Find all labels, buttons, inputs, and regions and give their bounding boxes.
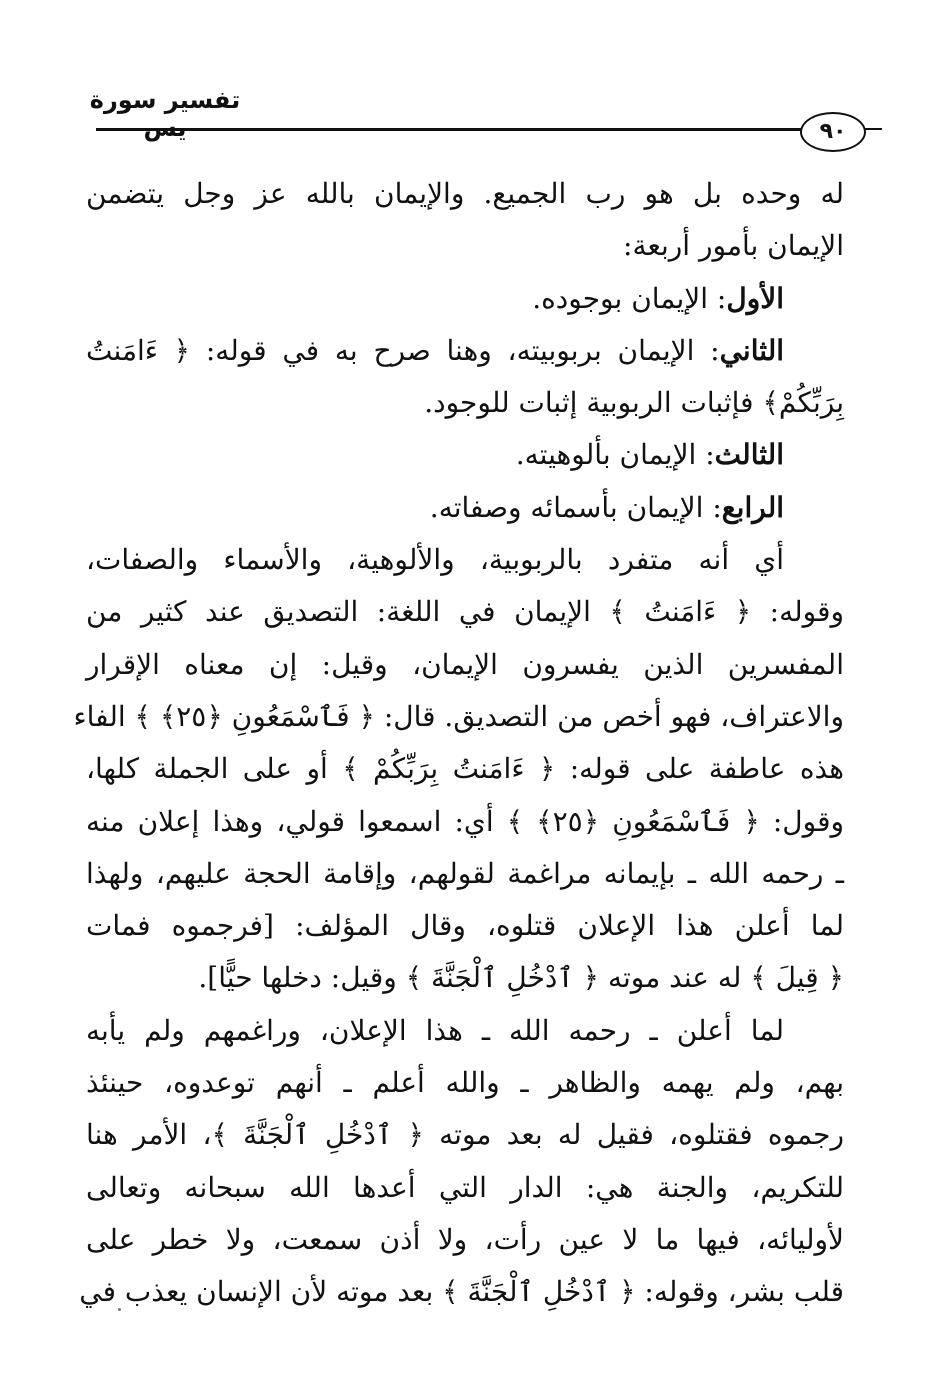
text-line [86, 586, 844, 638]
running-header-title: تفسير سورة يس [89, 86, 241, 142]
text-line [86, 639, 844, 691]
text-line [86, 1005, 844, 1057]
section-keyword: الثاني [719, 333, 785, 367]
section-keyword: الرابع [721, 490, 784, 524]
line-text: له وحده بل هو رب الجميع. والإيمان بالله عز وجل يتضمن [86, 177, 845, 210]
line-text: هذه عاطفة على قوله: ﴿ ءَامَنتُ بِرَبِّكُمْ ﴾ أو على الجملة كلها، [86, 752, 844, 786]
text-line [86, 168, 844, 220]
line-text: : الإيمان بوجوده. [532, 281, 727, 315]
text-line [86, 273, 844, 325]
text-line [86, 325, 844, 377]
body-text [73, 168, 845, 1319]
line-text: لما أعلن ـ رحمه الله ـ هذا الإعلان، وراغمهم ولم يأبه [86, 1013, 784, 1047]
line-text: وقوله: ﴿ ءَامَنتُ ﴾ الإيمان في اللغة: التصديق عند كثير من [86, 595, 844, 629]
text-line [79, 1266, 844, 1318]
line-text: المفسرين الذين يفسرون الإيمان، وقيل: إن معناه الإقرار [86, 647, 844, 681]
text-line [86, 743, 844, 795]
text-line [86, 848, 844, 900]
text-line [86, 1214, 844, 1266]
line-text: وقول: ﴿ فَٱسْمَعُونِ ﴿٢٥﴾ ﴾ أي: اسمعوا قولي، وهذا إعلان منه [86, 804, 844, 838]
header-rule [96, 128, 802, 131]
text-line [86, 1057, 844, 1109]
line-text: ـ رحمه الله ـ بإيمانه مراغمة لقولهم، وإقامة الحجة عليهم، ولهذا [86, 856, 844, 890]
line-text: بهم، ولم يهمه والظاهر ـ والله أعلم ـ أنهم توعدوه، حينئذ [86, 1066, 844, 1100]
line-text: والاعتراف، فهو أخص من التصديق. قال: ﴿ فَٱسْمَعُونِ ﴿٢٥﴾ ﴾ الفاء [73, 699, 844, 733]
line-text: : الإيمان بربوبيته، وهنا صرح به في قوله: ﴿ ءَامَنتُ [86, 333, 720, 367]
text-line [86, 952, 844, 1004]
text-line [86, 482, 844, 534]
page-number: ٩٠ [800, 112, 866, 152]
line-text: رجموه فقتلوه، فقيل له بعد موته ﴿ ٱدْخُلِ ٱلْجَنَّةَ ﴾، الأمر هنا [86, 1118, 844, 1152]
text-line [86, 796, 844, 848]
line-text: الإيمان بأمور أربعة: [623, 229, 844, 263]
section-keyword: الثالث [714, 438, 784, 472]
text-line [86, 220, 844, 272]
line-text: : الإيمان بأسمائه وصفاته. [429, 490, 722, 524]
text-line [86, 1109, 844, 1161]
line-text: بِرَبِّكُمْ﴾ فإثبات الربوبية إثبات للوجود. [424, 386, 844, 420]
line-text: : الإيمان بألوهيته. [515, 438, 715, 472]
text-line [86, 900, 844, 952]
text-line [86, 429, 844, 481]
text-line [73, 691, 844, 743]
text-line [86, 1162, 844, 1214]
section-keyword: الأول [726, 281, 784, 315]
line-text: لما أعلن هذا الإعلان قتلوه، وقال المؤلف: [فرجموه فمات [86, 909, 844, 943]
page-speck [118, 1308, 121, 1311]
text-line [86, 377, 844, 429]
line-text: لأوليائه، فيها ما لا عين رأت، ولا أذن سمعت، ولا خطر على [86, 1222, 844, 1256]
line-text: قلب بشر، وقوله: ﴿ ٱدْخُلِ ٱلْجَنَّةَ ﴾ بعد موته لأن الإنسان يعذب في [79, 1275, 844, 1309]
line-text: للتكريم، والجنة هي: الدار التي أعدها الله سبحانه وتعالى [86, 1170, 844, 1204]
line-text: أي أنه متفرد بالربوبية، والألوهية، والأسماء والصفات، [86, 543, 784, 577]
text-line [86, 534, 844, 586]
line-text: ﴿ قِيلَ ﴾ له عند موته ﴿ ٱدْخُلِ ٱلْجَنَّةَ ﴾ وقيل: دخلها حيًّا]. [198, 961, 844, 995]
